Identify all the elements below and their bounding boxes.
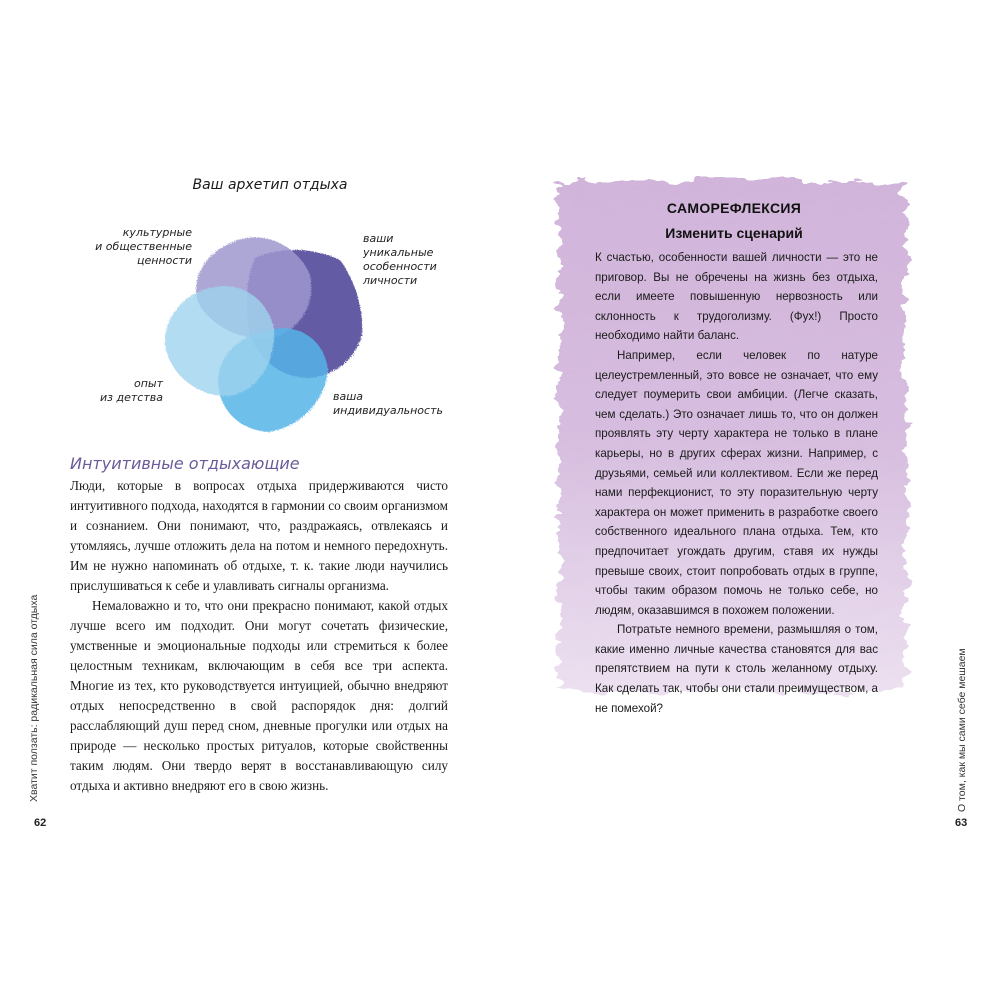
page-number-right: 63 <box>955 817 968 829</box>
box-title: Изменить сценарий <box>665 225 803 241</box>
paragraph: Немаловажно и то, что они прекрасно понимают, какой отдых лучше всего им подходит. Они могут сочетать физические, умственные и эмоциональные подходы или стремиться к более целостным техникам, включающим в себя все три аспекта. Многие из тех, кто руководствуется интуицией, обычно внедряют отдых непосредственно в свой распорядок дня: долгий расслабляющий душ перед сном, дневные прогулки или отдых на природе — несколько простых ритуалов, которые свойственны таким людям. Они твердо верят в восстанавливающую силу отдыха и активно внедряют его в свою жизнь. <box>70 598 448 793</box>
paragraph: Люди, которые в вопросах отдыха придерживаются чисто интуитивного подхода, находятся в гармонии со своим организмом и сознанием. Они понимают, что, раздражаясь, отвлекаясь и утомляясь, лучше отложить дела на потом и немного передохнуть. Им не нужно напоминать об отдыхе, т. к. такие люди научились прислушиваться к себе и улавливать сигналы организма. <box>70 478 448 593</box>
left-body-text <box>70 476 448 796</box>
right-body-text <box>595 248 878 718</box>
venn-circle-childhood <box>165 286 274 396</box>
venn-label-unique: ваши уникальные особенности личности <box>363 232 437 287</box>
venn-label-individuality: ваша индивидуальность <box>333 390 443 417</box>
venn-label-cultural: культурные и общественные ценности <box>95 226 192 267</box>
paragraph: К счастью, особенности вашей личности — это не приговор. Вы не обречены на жизнь без отдыха, если имеете повышенную нервозность или склонность к трудоголизму. (Фух!) Просто необходимо найти баланс. <box>595 251 878 343</box>
box-label: САМОРЕФЛЕКСИЯ <box>666 200 802 216</box>
section-heading: Интуитивные отдыхающие <box>70 454 300 473</box>
paragraph: Например, если человек по натуре целеустремленный, это вовсе не означает, что ему следует поумерить свои амбиции. (Легче сказать, чем сделать.) Это означает лишь то, что он должен проявлять эту черту характера не только в плане карьеры, но в других сферах жизни. Например, с друзьями, семьей или коллективом. Если же перед нами перфекционист, то эту поразительную черту характера он может применить в разработке своего собственного идеального плана отдыха. Тем, кто предпочитает угождать другим, ставя их нужды превыше своих, стоит попробовать отдых в группе, чтобы таким образом помочь не только себе, но людям, оказавшимся в похожем положении. <box>595 348 878 617</box>
diagram-title: Ваш архетип отдыха <box>192 177 348 193</box>
page-number-left: 62 <box>34 817 47 829</box>
running-head-right: О том, как мы сами себе мешаем <box>956 648 968 812</box>
paragraph: Потратьте немного времени, размышляя о том, какие именно личные качества становятся для вас препятствием на пути к столь желанному отдыху. Как сделать так, чтобы они стали преимуществом, а не помехой? <box>595 623 878 715</box>
running-head-left: Хватит ползать: радикальная сила отдыха <box>28 594 40 802</box>
venn-label-childhood: опыт из детства <box>100 377 163 404</box>
